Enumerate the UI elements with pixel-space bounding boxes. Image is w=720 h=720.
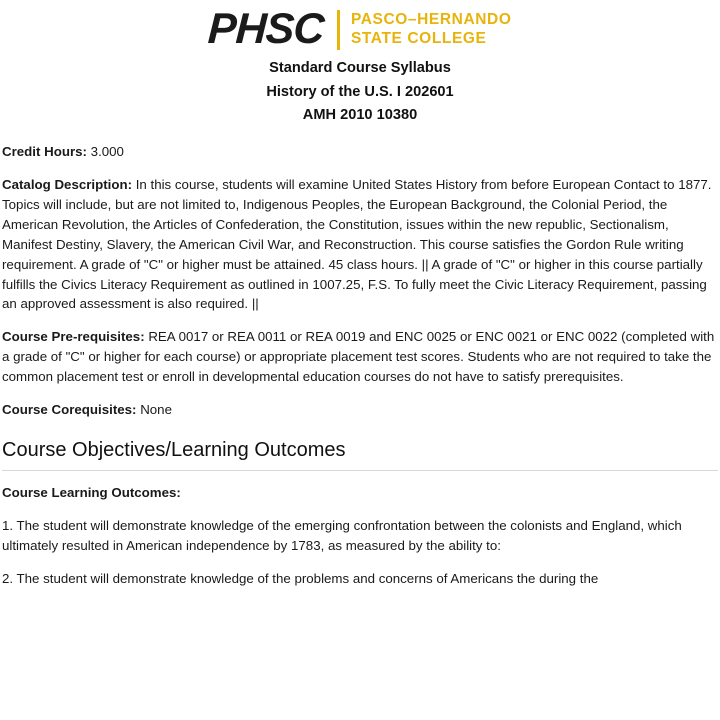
title-line-course-code: AMH 2010 10380 (302, 107, 418, 124)
catalog-description-label: Catalog Description: (2, 176, 133, 192)
logo-college-name (351, 11, 512, 49)
subheading-course-learning-outcomes: Course Learning Outcomes: (2, 485, 181, 501)
prerequisites-label: Course Pre-requisites: (2, 329, 145, 345)
credit-hours-label: Credit Hours: (2, 143, 87, 159)
page-title (2, 57, 718, 128)
logo-wordmark: PHSC (207, 5, 326, 53)
logo-name-line-2: STATE COLLEGE (350, 29, 487, 47)
credit-hours-value: 3.000 (90, 143, 124, 159)
prerequisites-value: REA 0017 or REA 0011 or REA 0019 and ENC 0025 or ENC 0021 or ENC 0022 (completed with a grade of "C" or higher for each course) or appropriate placement test scores. Students who are not required to take the common placement test or enroll in developmental education courses do not have to satisfy prerequisites. (2, 329, 715, 385)
logo-name-line-1: PASCO–HERNANDO (350, 10, 512, 28)
corequisites-label: Course Corequisites: (2, 402, 137, 418)
logo-inner (207, 5, 512, 53)
corequisites-row (2, 400, 718, 420)
prerequisites-row (2, 327, 718, 387)
learning-outcome-item: 1. The student will demonstrate knowledge of the emerging confrontation between the colonists and England, which ultimately resulted in American independence by 1783, as measured by the ability to: (2, 518, 682, 554)
catalog-description-row (2, 175, 718, 315)
title-line-standard-course-syllabus: Standard Course Syllabus (269, 60, 451, 76)
learning-outcome-item: 2. The student will demonstrate knowledge of the problems and concerns of Americans the during the (2, 570, 599, 586)
section-heading-course-objectives: Course Objectives/Learning Outcomes (2, 438, 718, 471)
catalog-description-value: In this course, students will examine United States History from before European Contact to 1877. Topics will include, but are not limited to, Indigenous Peoples, the European Background, the Colonial Period, the American Revolution, the Articles of Confederation, the Constitution, issues within the new republic, Sectionalism, Manifest Destiny, Slavery, the American Civil War, and Reconstruction. This course satisfies the Gordon Rule writing requirement. A grade of "C" or higher must be attained. 45 class hours. || A grade of "C" or higher in this course partially fulfills the Civics Literacy Requirement as outlined in 1007.25, F.S. To fully meet the Civic Literacy Requirement, passing an approved assessment is also required. || (2, 176, 712, 312)
college-logo (2, 0, 718, 57)
logo-divider-icon (337, 10, 340, 50)
corequisites-value: None (140, 402, 172, 418)
credit-hours-row (2, 142, 718, 162)
title-line-course-name: History of the U.S. I 202601 (266, 83, 454, 100)
